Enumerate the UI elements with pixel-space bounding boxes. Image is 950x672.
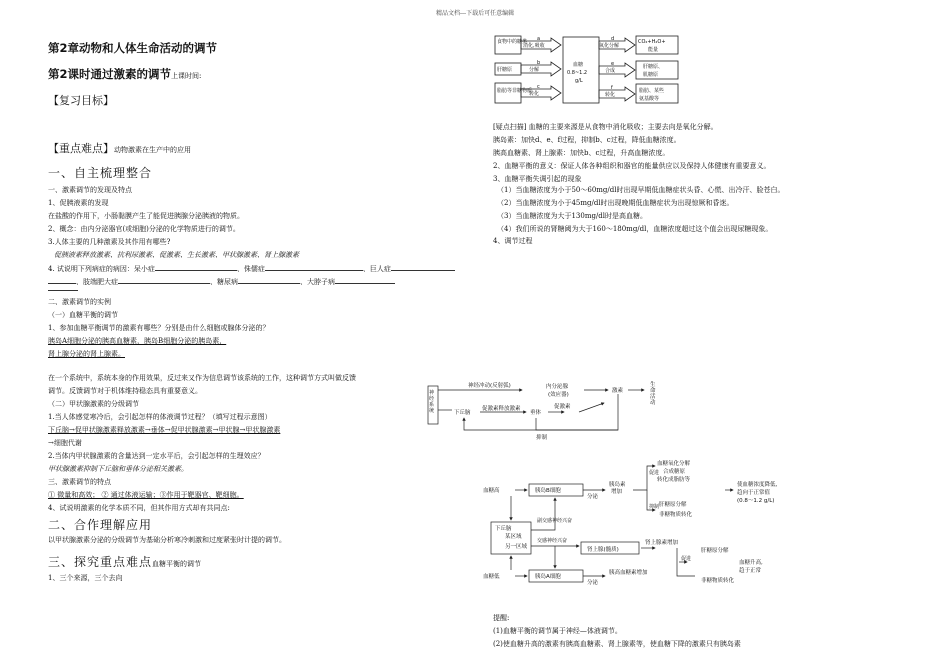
dest-muscle-glycogen: 肌糖原 bbox=[643, 72, 659, 78]
line-regulation-process: 4、调节过程 bbox=[493, 237, 533, 245]
line-glucagon-effect: 胰高血糖素、肾上腺素：加快b、c过程，升高血糖浓度。 bbox=[493, 149, 670, 157]
dest-fat: 脂肪、某些 bbox=[639, 88, 665, 94]
center-range: 0.8~1.2 bbox=[567, 70, 588, 76]
line-early-hypoglycemia: （1）当血糖浓度为小于50～60mg/dl时出现早期低血糖症状头昏、心慌、出冷汗、脸苍白。 bbox=[497, 186, 785, 194]
b-cell-label: 胰岛B细胞 bbox=[535, 488, 561, 494]
section-cooperative: 二、合作理解应用 bbox=[48, 518, 153, 532]
path-f-label: 转化 bbox=[605, 92, 616, 98]
line-examples: 二、激素调节的实例 bbox=[48, 298, 111, 306]
hormone-label: 激素 bbox=[612, 388, 624, 394]
out-glycogenolysis-2: 肝糖原分解 bbox=[701, 548, 729, 554]
hypothalamus-label: 下丘脑 bbox=[454, 410, 471, 416]
promote-label-2: 促进 bbox=[681, 556, 692, 562]
endocrine-gland-label: 内分泌腺 bbox=[546, 384, 569, 390]
blank-field[interactable] bbox=[48, 290, 78, 291]
out-to-fat: 转化成脂肪等 bbox=[657, 477, 691, 483]
adrenaline-increase-label: 肾上腺素增加 bbox=[645, 540, 679, 546]
key-points-heading bbox=[48, 140, 191, 156]
disease-dwarfism: 、侏儒症 bbox=[236, 265, 265, 273]
line-blood-sugar-question: 1、参加血糖平衡调节的激素有哪些？分别是由什么细胞或腺体分泌的？ bbox=[48, 324, 270, 332]
line-significance: 2、血糖平衡的意义：保证人体各种组织和器官的能量供应以及保持人体健康有重要意义。 bbox=[493, 162, 771, 170]
disease-diabetes: 、糖尿病 bbox=[210, 278, 238, 286]
blank-field[interactable] bbox=[265, 263, 363, 271]
line-late-hypoglycemia: （2）当血糖浓度为小于45mg/dl时出现晚期低血糖症状为出现惊厥和昏迷。 bbox=[497, 199, 734, 207]
document-header: 精品文档---下载后可任意编辑 bbox=[436, 10, 515, 17]
result-lower-1: 使血糖浓度降低, bbox=[737, 482, 778, 488]
line-disease-causes bbox=[48, 263, 455, 274]
line-secretin-detail: 在盐酸的作用下，小肠黏膜产生了能促进胰腺分泌胰液的物质。 bbox=[48, 212, 244, 220]
blood-sugar-source-diagram bbox=[493, 33, 693, 109]
dest-liver-glycogen: 肝糖原、 bbox=[643, 64, 664, 70]
blood-sugar-regulation-diagram bbox=[481, 452, 803, 604]
lesson-time-label: 上课时间: bbox=[171, 72, 202, 80]
path-a-letter: a bbox=[537, 36, 541, 42]
adrenal-label: 肾上腺(髓质) bbox=[587, 547, 619, 553]
path-a-label: 消化,吸收 bbox=[523, 43, 545, 49]
line-features-list: ① 微量和高效； ② 通过体液运输；③作用于靶器官、靶细胞。 bbox=[48, 491, 244, 499]
line-analysis: 以甲状腺激素分泌的分级调节为基础分析寒冷刺激和过度紧张时计提的调节。 bbox=[48, 536, 286, 544]
life-activity-label: 生命活动 bbox=[650, 382, 656, 406]
dest-co2-water: CO₂+H₂O+ bbox=[638, 39, 666, 45]
high-sugar-label: 血糖高 bbox=[483, 488, 500, 494]
path-b-letter: b bbox=[537, 60, 541, 66]
area2-label: 另一区域 bbox=[505, 544, 528, 550]
line-imbalance: 3、血糖平衡失调引起的现象 bbox=[493, 175, 582, 183]
path-c-label: 转化 bbox=[529, 91, 540, 97]
line-secretin: 1、促胰液素的发现 bbox=[48, 199, 109, 207]
blank-field[interactable] bbox=[238, 276, 300, 284]
hypothalamus-label: 下丘脑 bbox=[495, 526, 512, 532]
key-points-text: 动物激素在生产中的应用 bbox=[114, 146, 191, 154]
dest-energy: 能量 bbox=[648, 47, 659, 53]
disease-acromegaly: 、肢端肥大症 bbox=[76, 278, 118, 286]
line-hyperglycemia: （3）当血糖浓度为大于130mg/dl时是高血糖。 bbox=[497, 212, 648, 220]
tip-hormones: (2)使血糖升高的激素有胰高血糖素、肾上腺素等，使血糖下降的激素只有胰岛素 bbox=[493, 640, 741, 648]
section-explore-title: 三、探究重点难点 bbox=[48, 555, 153, 569]
path-e-label: 合成 bbox=[605, 68, 616, 74]
blank-field[interactable] bbox=[155, 263, 237, 271]
line-blood-sugar: （一）血糖平衡的调节 bbox=[48, 311, 118, 319]
inhibit-label: 抑制 bbox=[649, 504, 660, 510]
review-goal-heading: 【复习目标】 bbox=[48, 94, 114, 107]
line-hormone-list: 促胰液素释放激素、抗利尿激素、促激素、生长激素、甲状腺激素、肾上腺激素 bbox=[54, 251, 299, 259]
low-sugar-label: 血糖低 bbox=[483, 574, 500, 580]
area1-label: 某区域 bbox=[505, 534, 522, 540]
sympathetic-label: 交感神经兴奋 bbox=[537, 538, 568, 544]
line-islet-cells: 胰岛A细胞分泌的胰高血糖素，胰岛B细胞分泌的胰岛素， bbox=[48, 337, 227, 345]
line-hormone-discovery: 一、激素调节的发现及特点 bbox=[48, 186, 132, 194]
chapter-title: 第2章动物和人体生命活动的调节 bbox=[48, 41, 217, 55]
section-explore bbox=[48, 553, 201, 570]
insulin-increase-label: 胰岛素增加 bbox=[609, 482, 626, 495]
dest-amino-acids: 氨基酸等 bbox=[639, 96, 660, 102]
line-thyroid: （二）甲状腺激素的分级调节 bbox=[48, 400, 139, 408]
tips-title: 提醒: bbox=[493, 614, 510, 622]
lesson-title bbox=[48, 66, 201, 82]
section-self-review: 一、自主梳理整合 bbox=[48, 166, 153, 180]
center-unit: g/L bbox=[575, 78, 583, 84]
line-insulin-effect: 胰岛素：加快d、e、f过程，抑制b、c过程，降低血糖浓度。 bbox=[493, 136, 681, 144]
tip-neural-humoral: (1)血糖平衡的调节属于神经—体液调节。 bbox=[493, 627, 622, 635]
line-feedback-2: 调节。反馈调节对于机体维持稳态具有重要意义。 bbox=[48, 387, 202, 395]
line-feedback: 在一个系统中，系统本身的作用效果，反过来又作为信息调节该系统的工作，这种调节方式叫做反馈 bbox=[48, 374, 356, 382]
blank-field[interactable] bbox=[391, 263, 455, 271]
tropic-hormone-label: 促激素 bbox=[554, 404, 571, 410]
out-glycogenolysis: 肝糖原分解 bbox=[659, 502, 687, 508]
line-metabolism: →细胞代谢 bbox=[48, 439, 82, 447]
blank-field[interactable] bbox=[335, 276, 395, 284]
blank-field[interactable] bbox=[118, 276, 210, 284]
line-adrenal: 肾上腺分泌的肾上腺素。 bbox=[48, 350, 125, 358]
disease-gigantism: 、巨人症 bbox=[362, 265, 391, 273]
reflex-arc-label: 神经冲动(反射弧) bbox=[468, 383, 511, 389]
secrete-label: 分泌 bbox=[587, 494, 599, 500]
result-raise-2: 趋于正常 bbox=[739, 568, 762, 574]
pituitary-label: 垂体 bbox=[530, 410, 542, 416]
center-blood-sugar: 血糖 bbox=[573, 62, 584, 68]
line-doubt-scan: [疑点扫描] 血糖的主要来源是从食物中消化吸收；主要去向是氧化分解。 bbox=[493, 123, 718, 131]
a-cell-label: 胰岛A细胞 bbox=[535, 574, 561, 580]
line-concept: 2、概念：由内分泌器官(或细胞)分泌的化学物质进行的调节。 bbox=[48, 225, 240, 233]
line-thyroid-chain: 下丘脑→促甲状腺激素释放激素→垂体→促甲状腺激素→甲状腺→甲状腺激素 bbox=[48, 426, 281, 434]
path-b-label: 分解 bbox=[529, 67, 540, 73]
line-cold-question: 1.当人体感觉寒冷后，会引起怎样的体液调节过程？（填写过程示意图） bbox=[48, 413, 272, 421]
path-e-letter: e bbox=[611, 61, 615, 67]
line-chemical-nature: 4、试说明激素的化学本质不同，但其作用方式却有共同点: bbox=[48, 504, 230, 512]
glucagon-increase-label: 胰高血糖素增加 bbox=[609, 570, 648, 576]
out-glycogen: 合成糖原 bbox=[663, 469, 686, 475]
path-f-letter: f bbox=[611, 85, 613, 91]
blank-field[interactable] bbox=[48, 276, 76, 284]
feedback-regulation-diagram bbox=[424, 378, 700, 442]
out-oxidation: 血糖氧化分解 bbox=[657, 461, 691, 467]
line-question-hormones: 3.人体主要的几种激素及其作用有哪些? bbox=[48, 238, 171, 246]
parasympathetic-label: 副交感神经兴奋 bbox=[537, 518, 573, 524]
result-lower-3: (0.8～1.2 g/L) bbox=[737, 498, 775, 504]
result-raise-1: 血糖升高, bbox=[739, 560, 763, 566]
path-d-label: 氧化分解 bbox=[599, 43, 620, 49]
path-d-letter: d bbox=[611, 36, 615, 42]
source-liver-glycogen: 肝糖原 bbox=[497, 67, 513, 73]
key-points-label: 【重点难点】 bbox=[48, 142, 114, 155]
lesson-title-text: 第2课时通过激素的调节 bbox=[48, 67, 172, 81]
promote-label: 促进 bbox=[649, 470, 660, 476]
inhibit-label: 抑制 bbox=[536, 435, 548, 441]
line-features: 三、激素调节的特点 bbox=[48, 478, 111, 486]
section-explore-sub: 血糖平衡的调节 bbox=[152, 560, 202, 568]
line-disease-causes-2 bbox=[48, 276, 395, 287]
source-food-carbs: 食物中的糖类 bbox=[497, 39, 528, 45]
nerve-system-label: 神经系统 bbox=[429, 390, 435, 414]
result-lower-2: 趋向于正常值 bbox=[737, 490, 771, 496]
disease-cretinism: 4. 试说明下列病症的病因：呆小症 bbox=[48, 265, 155, 273]
out-gluconeogenesis-2: 非糖物质转化 bbox=[701, 578, 735, 584]
source-non-sugar: 脂肪等非糖物质 bbox=[497, 88, 533, 94]
line-thyroid-answer: 甲状腺激素抑制下丘脑和垂体分泌相关激素。 bbox=[48, 465, 188, 473]
effector-label: (效应器) bbox=[548, 392, 569, 398]
path-c-letter: c bbox=[537, 84, 540, 90]
line-sources: 1、三个来源，三个去向 bbox=[48, 574, 123, 582]
line-thyroid-question: 2.当体内甲状腺激素的含量达到一定水平后，会引起怎样的生理效应？ bbox=[48, 452, 265, 460]
out-gluconeogenesis: 非糖物质转化 bbox=[659, 512, 693, 518]
disease-goiter: 、大脖子病 bbox=[300, 278, 335, 286]
releasing-hormone-label: 促激素释放激素 bbox=[482, 406, 521, 412]
line-renal-threshold: （4）我们所说的肾糖阈为大于160～180mg/dl，血糖浓度超过这个值会出现尿糖现象。 bbox=[497, 225, 773, 233]
secrete-label-2: 分泌 bbox=[587, 580, 599, 586]
